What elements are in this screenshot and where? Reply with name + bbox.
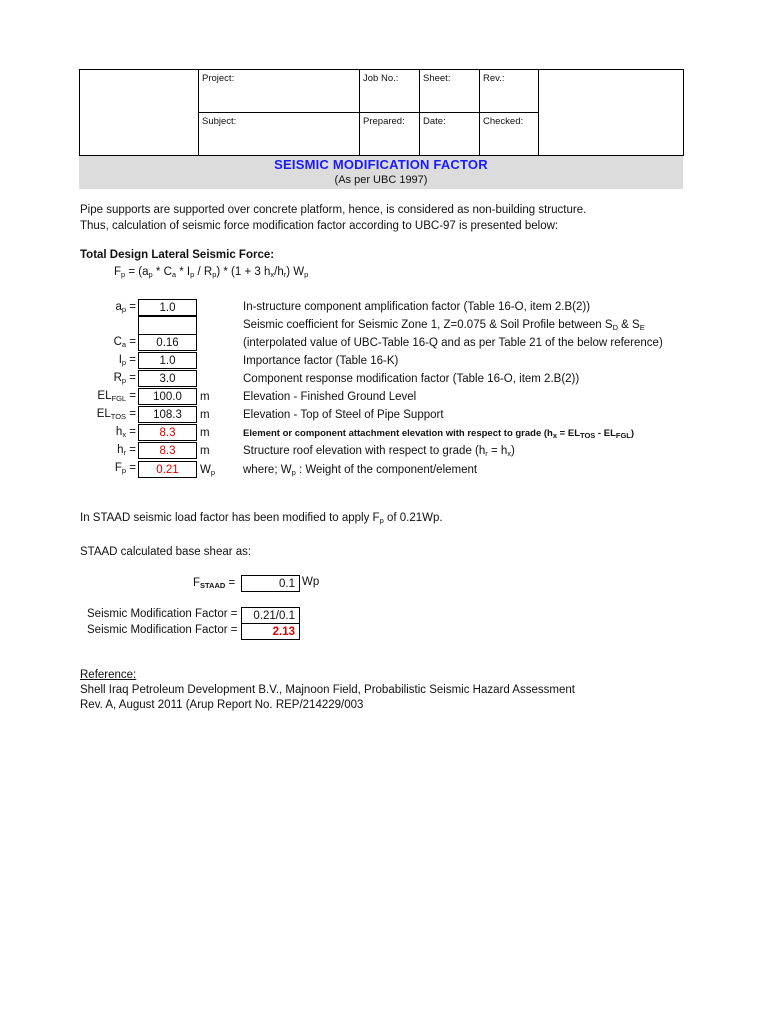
smf-label-2: Seismic Modification Factor =: [87, 624, 238, 636]
hx-label: $h_x$ =: [115, 426, 136, 439]
job-no-cell: Job No.:: [360, 70, 420, 113]
ca-note: Seismic coefficient for Seismic Zone 1, Z=0.075 & Soil Profile between $S_D$ & $S_E$: [243, 319, 645, 332]
intro-line-2: Thus, calculation of seismic force modification factor according to UBC-97 is presented below:: [80, 220, 559, 232]
el-fgl-unit: m: [200, 391, 210, 403]
fp-value: 0.21: [138, 461, 197, 478]
hx-unit: m: [200, 427, 210, 439]
rp-label: $R_p$ =: [113, 372, 136, 385]
el-tos-desc: Elevation - Top of Steel of Pipe Support: [243, 409, 444, 421]
page-subtitle: (As per UBC 1997): [334, 174, 428, 186]
title-bar: [79, 156, 683, 189]
ip-desc: Importance factor (Table 16-K): [243, 355, 399, 367]
project-cell: Project:: [199, 70, 360, 113]
hr-desc: Structure roof elevation with respect to grade $(h_r = h_x)$: [243, 445, 515, 458]
fstaad-value: 0.1: [241, 575, 300, 592]
hr-value: 8.3: [138, 442, 197, 459]
rev-cell: Rev.:: [480, 70, 539, 113]
rp-value: 3.0: [138, 370, 197, 387]
fp-label: $F_p$ =: [114, 462, 136, 475]
checked-cell: Checked:: [480, 113, 539, 156]
ap-value: 1.0: [138, 299, 197, 316]
ap-desc: In-structure component amplification factor (Table 16-O, item 2.B(2)): [243, 301, 591, 313]
ca-value: 0.16: [138, 334, 197, 351]
rp-desc: Component response modification factor (Table 16-O, item 2.B(2)): [243, 373, 580, 385]
hr-unit: m: [200, 445, 210, 457]
el-tos-unit: m: [200, 409, 210, 421]
ca-desc: (interpolated value of UBC-Table 16-Q and as per Table 21 of the below reference): [243, 337, 663, 349]
hr-label: $h_r$ =: [117, 444, 136, 457]
fp-unit: $W_p$: [200, 464, 216, 477]
intro-line-1: Pipe supports are supported over concrete platform, hence, is considered as non-building structure.: [80, 204, 587, 216]
fstaad-unit: Wp: [302, 576, 320, 588]
formula: $F_p = (a_p * C_a * I_p / R_p) * (1 + 3$ $h_x/h_r$) $W_p$: [114, 266, 309, 279]
hx-desc: Element or component attachment elevation with respect to grade $(h_x = EL_{TOS} - EL_{FGL})$: [243, 428, 635, 440]
el-fgl-desc: Elevation - Finished Ground Level: [243, 391, 417, 403]
date-cell: Date:: [420, 113, 480, 156]
hx-value: 8.3: [138, 424, 197, 441]
ca-box-top: [138, 316, 197, 335]
page-title: SEISMIC MODIFICATION FACTOR: [274, 157, 488, 172]
reference-line-1: Shell Iraq Petroleum Development B.V., Majnoon Field, Probabilistic Seismic Hazard Assessment: [80, 684, 575, 696]
ca-label: $C_a$ =: [113, 336, 136, 349]
smf-value-1: 0.21/0.1: [241, 607, 300, 624]
reference-line-2: Rev. A, August 2011 (Arup Report No. REP/214229/003: [80, 699, 364, 711]
el-tos-label: $EL_{TOS}$ =: [96, 408, 136, 421]
blank-cell: [539, 70, 684, 156]
el-fgl-value: 100.0: [138, 388, 197, 405]
subject-cell: Subject:: [199, 113, 360, 156]
header-table: [79, 69, 684, 156]
el-fgl-label: $EL_{FGL}$ =: [97, 390, 136, 403]
staad-calc: STAAD calculated base shear as:: [80, 546, 252, 558]
el-tos-value: 108.3: [138, 406, 197, 423]
prepared-cell: Prepared:: [360, 113, 420, 156]
section-heading: Total Design Lateral Seismic Force:: [80, 249, 275, 261]
smf-value-2: 2.13: [241, 623, 300, 640]
fstaad-label: $F_{STAAD}$ =: [193, 577, 236, 590]
smf-label-1: Seismic Modification Factor =: [87, 608, 238, 620]
reference-heading: Reference:: [80, 669, 137, 681]
sheet-cell: Sheet:: [420, 70, 480, 113]
fp-desc: where; $W_p$ : Weight of the component/element: [243, 464, 478, 477]
ap-label: $a_p$ =: [115, 301, 136, 314]
ip-value: 1.0: [138, 352, 197, 369]
staad-note: In STAAD seismic load factor has been modified to apply $F_p$ of 0.21Wp.: [80, 512, 443, 525]
ip-label: $I_p$ =: [118, 354, 136, 367]
logo-cell: [80, 70, 199, 156]
